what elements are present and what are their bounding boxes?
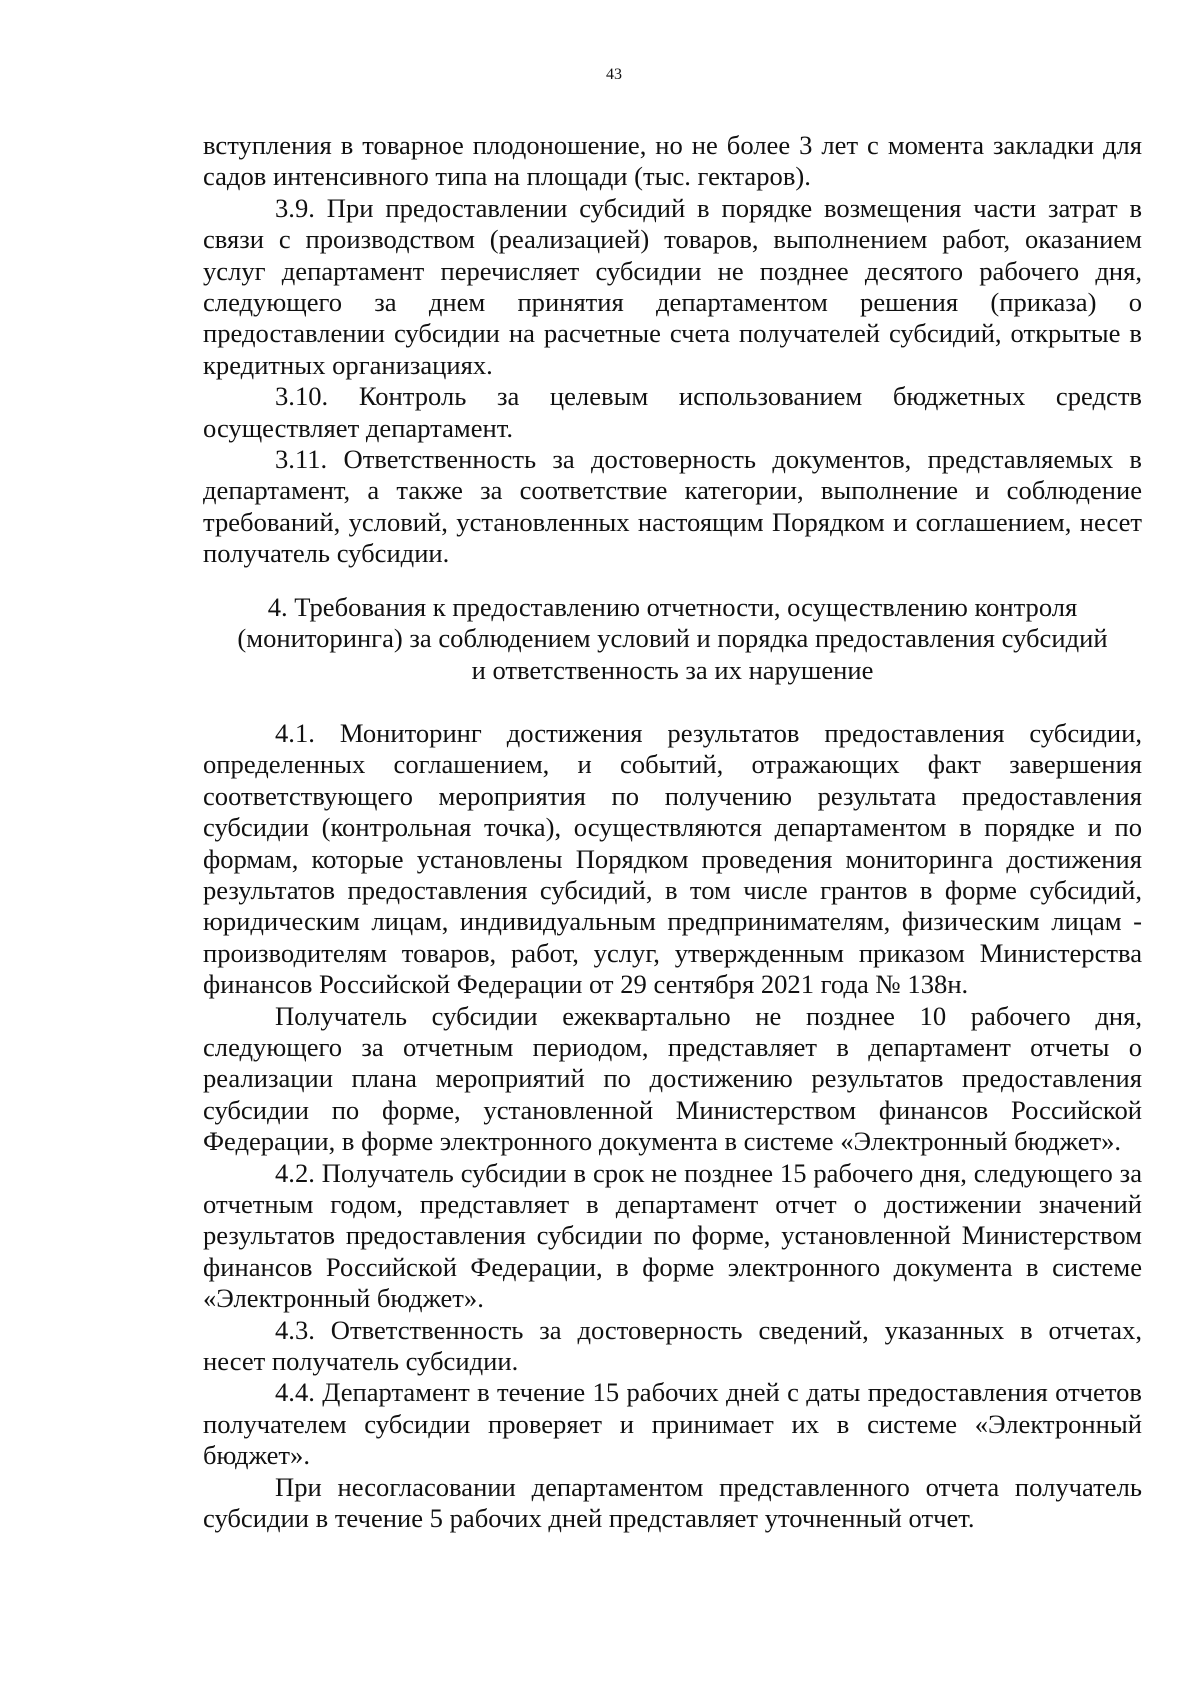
paragraph-4-4-disagreement: При несогласовании департаментом представленного отчета получатель субсидии в течение 5 рабочих дней представляет уточненный отчет. — [203, 1471, 1142, 1534]
section-heading-line: (мониторинга) за соблюдением условий и порядка предоставления субсидий — [237, 623, 1108, 654]
paragraph-4-4: 4.4. Департамент в течение 15 рабочих дней с даты предоставления отчетов получателем субсидии проверяет и принимает их в системе «Электронный бюджет». — [203, 1377, 1142, 1471]
paragraph-3-9: 3.9. При предоставлении субсидий в порядке возмещения части затрат в связи с производством (реализацией) товаров, выполнением работ, оказанием услуг департамент перечисляет субсидии не позднее десятого рабочего дня, следующего за днем принятия департаментом решения (приказа) о предоставлении субсидии на расчетные счета получателей субсидий, открытые в кредитных организациях. — [203, 192, 1142, 380]
paragraph-3-10: 3.10. Контроль за целевым использованием бюджетных средств осуществляет департамент. — [203, 381, 1142, 443]
paragraph-4-1: 4.1. Мониторинг достижения результатов предоставления субсидии, определенных соглашением, и событий, отражающих факт завершения соответствующего мероприятия по получению результата предоставления субсидии (контрольная точка), осуществляются департаментом в порядке и по формам, которые установлены Порядком проведения мониторинга достижения результатов предоставления субсидий, в том числе грантов в форме субсидий, юридическим лицам, индивидуальным предпринимателям, физическим лицам - производителям товаров, работ, услуг, утвержденным приказом Министерства финансов Российской Федерации от 29 сентября 2021 года № 138н. — [203, 717, 1142, 1000]
document-body — [203, 130, 1142, 1534]
page-number: 43 — [606, 66, 622, 83]
section-4-heading — [203, 592, 1142, 686]
section-heading-line: и ответственность за их нарушение — [471, 654, 874, 685]
paragraph-4-1-quarterly-report: Получатель субсидии ежеквартально не позднее 10 рабочего дня, следующего за отчетным периодом, представляет в департамент отчеты о реализации плана мероприятий по достижению результатов предоставления субсидии по форме, установленной Министерством финансов Российской Федерации, в форме электронного документа в системе «Электронный бюджет». — [203, 1000, 1142, 1157]
paragraph-3-11: 3.11. Ответственность за достоверность документов, представляемых в департамент, а также за соответствие категории, выполнение и соблюдение требований, условий, установленных настоящим Порядком и соглашением, несет получатель субсидии. — [203, 444, 1142, 569]
paragraph-4-2: 4.2. Получатель субсидии в срок не позднее 15 рабочего дня, следующего за отчетным годом, представляет в департамент отчет о достижении значений результатов предоставления субсидии по форме, установленной Министерством финансов Российской Федерации, в форме электронного документа в системе «Электронный бюджет». — [203, 1157, 1142, 1314]
paragraph-4-3: 4.3. Ответственность за достоверность сведений, указанных в отчетах, несет получатель субсидии. — [203, 1314, 1142, 1377]
paragraph-continuation: вступления в товарное плодоношение, но не более 3 лет с момента закладки для садов интенсивного типа на площади (тыс. гектаров). — [203, 130, 1142, 192]
section-heading-line: 4. Требования к предоставлению отчетности, осуществлению контроля — [267, 591, 1078, 622]
